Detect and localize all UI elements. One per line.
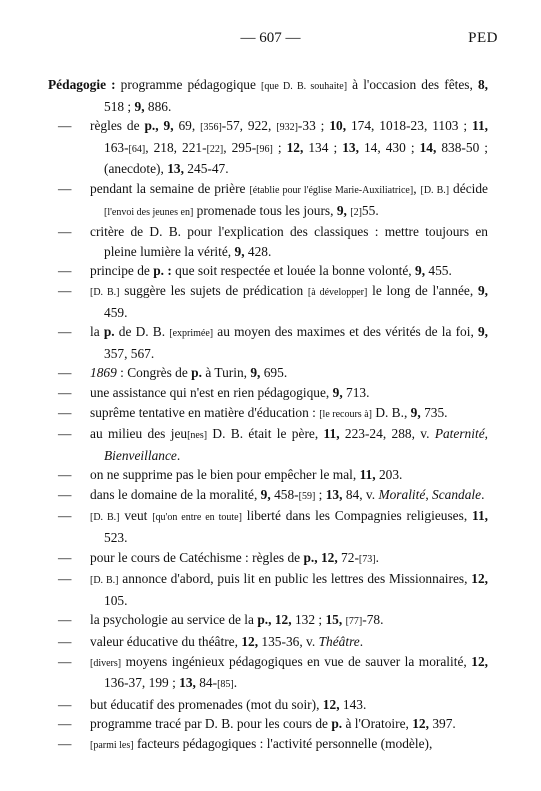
index-subentry: — [divers] moyens ingénieux pédagogiques en vue de sauver la moralité, 12, 136-37, 199 ; 13, 84-[85]. [58, 653, 488, 691]
index-subentry: — 1869 : Congrès de p. à Turin, 9, 695. [58, 365, 288, 381]
index-subentry: — suprême tentative en matière d'éducation : [le recours à] D. B., 9, 735. [58, 404, 448, 420]
index-subentry: — [D. B.] suggère les sujets de prédication [à développer] le long de l'année, 9, 459. [58, 282, 488, 320]
index-subentry: — but éducatif des promenades (mot du soir), 12, 143. [58, 696, 367, 712]
index-subentry: — programme tracé par D. B. pour les cours de p. à l'Oratoire, 12, 397. [58, 716, 456, 732]
index-subentry: — [D. B.] veut [qu'on entre en toute] liberté dans les Compagnies religieuses, 11, 523. [58, 508, 488, 546]
page-header [0, 30, 541, 50]
index-entries [48, 75, 488, 756]
index-subentry: — une assistance qui n'est en rien pédagogique, 9, 713. [58, 384, 370, 400]
index-subentry: — [parmi les] facteurs pédagogiques : l'activité personnelle (modèle), [58, 736, 433, 751]
index-subentry: — critère de D. B. pour l'explication des classiques : mettre toujours en pleine lumière la vérité, 9, 428. [58, 224, 488, 259]
index-subentry: — pour le cours de Catéchisme : règles de p., 12, 72-[73]. [58, 549, 379, 565]
index-subentry: — règles de p., 9, 69, [356]-57, 922, [932]-33 ; 10, 174, 1018-23, 1103 ; 11, 163-[64], 218, 221-[22], 295-[96] ; 12, 134 ; 13, 14, 430 ; 14, 838-50 ; (anecdote), 13, 245-47. [58, 118, 489, 177]
index-subentry: — on ne supprime pas le bien pour empêcher le mal, 11, 203. [58, 467, 403, 483]
running-head: PED [468, 30, 498, 46]
index-subentry: — [D. B.] annonce d'abord, puis lit en public les lettres des Missionnaires, 12, 105. [58, 571, 488, 608]
index-subentry: — valeur éducative du théâtre, 12, 135-36, v. Théâtre. [58, 634, 364, 650]
index-subentry: — la p. de D. B. [exprimée] au moyen des maximes et des vérités de la foi, 9, 357, 567. [58, 324, 489, 361]
index-subentry: — pendant la semaine de prière [établie pour l'église Marie-Auxiliatrice], [D. B.] décide [l'envoi des jeunes en] promenade tous les jours, 9, [2]55. [58, 180, 488, 218]
page-number: — 607 — [240, 30, 301, 46]
index-subentry: — au milieu des jeu[nes] D. B. était le père, 11, 223-24, 288, v. Paternité, Bienveillance. [58, 426, 489, 463]
index-subentry: — dans le domaine de la moralité, 9, 458-[59] ; 13, 84, v. Moralité, Scandale. [58, 486, 485, 502]
index-subentry: — principe de p. : que soit respectée et louée la bonne volonté, 9, 455. [58, 263, 452, 279]
index-subentry: — la psychologie au service de la p., 12, 132 ; 15, [77]-78. [58, 612, 384, 628]
index-headword-entry: Pédagogie : programme pédagogique [que D. B. souhaite] à l'occasion des fêtes, 8, 518 ; 9, 886. [48, 77, 488, 114]
